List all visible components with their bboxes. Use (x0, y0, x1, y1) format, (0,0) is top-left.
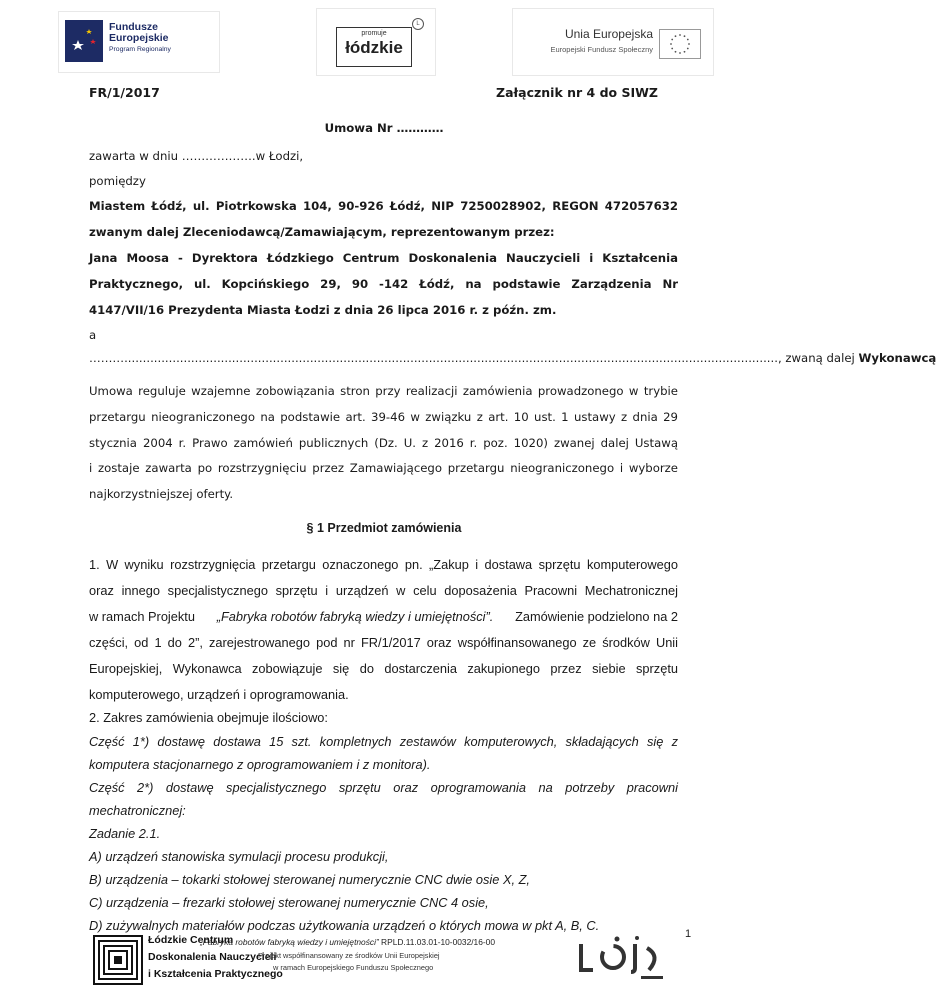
document-reference: FR/1/2017 (89, 85, 160, 100)
fundusze-europejskie-logo (58, 11, 220, 73)
eu-flag-icon (659, 29, 701, 59)
hidden-spacer (89, 943, 90, 944)
para1-line5: Europejskiej, Wykonawca zobowiązuje się do dostarczenia zakupionego przez siebie sprzętu (89, 661, 678, 676)
part1-line1: Część 1*) dostawę dostawa 15 szt. kompletnych zestawów komputerowych, składających się z (89, 734, 678, 749)
para1-line2: oraz innego specjalistycznego sprzętu i urządzeń w celu doposażenia Pracowni Mechatronicznej (89, 583, 678, 598)
robot-factory-logo-icon (577, 934, 667, 982)
ldzkin-name-line3: i Kształcenia Praktycznego (148, 968, 283, 980)
attachment-label: Załącznik nr 4 do SIWZ (496, 85, 658, 100)
page-number: 1 (685, 928, 692, 940)
part2-line2: mechatronicznej: (89, 803, 186, 818)
project-name: „Fabryka robotów fabryką wiedzy i umiejętności”. (216, 609, 494, 624)
task-2-1-item-b: B) urządzenia – tokarki stołowej sterowanej numerycznie CNC dwie osie X, Z, (89, 872, 530, 887)
lodzkie-logo-big: łódzkie (345, 38, 403, 57)
intro-line4: i zostaje zawarta po rozstrzygnięciu przez Zamawiającego przetargu nieograniczonego i wyborze (89, 461, 678, 475)
part2-line1: Część 2*) dostawę specjalistycznego sprzętu oraz oprogramowania na potrzeby pracowni (89, 780, 678, 795)
party1-line3: Jana Moosa - Dyrektora Łódzkiego Centrum Doskonalenia Nauczycieli i Kształcenia (89, 251, 678, 265)
para1-line3 (89, 609, 678, 624)
party1-line1: Miastem Łódź, ul. Piotrkowska 104, 90-926 Łódź, NIP 7250028902, REGON 472057632 (89, 199, 678, 213)
part1-line2: komputera stacjonarnego z oprogramowaniem i z monitora). (89, 757, 431, 772)
between-line: pomiędzy (89, 174, 146, 188)
footer-project-line (200, 937, 495, 947)
para1-line1: 1. W wyniku rozstrzygnięcia przetargu oznaczonego pn. „Zakup i dostawa sprzętu komputerowego (89, 557, 678, 572)
party1-line4: Praktycznego, ul. Kopcińskiego 29, 90 -142 Łódź, na podstawie Zarządzenia Nr (89, 277, 678, 291)
ue-logo-title: Unia Europejska (564, 27, 653, 41)
fe-logo-line1: Fundusze (109, 21, 158, 33)
ldzkin-name-line1: Łódzkie Centrum (148, 934, 234, 946)
para1-line4: części, od 1 do 2”, zarejestrowanego pod nr FR/1/2017 oraz współfinansowanego ze środków Unii (89, 635, 678, 650)
section-1-heading: § 1 Przedmiot zamówienia (306, 521, 462, 535)
unia-europejska-logo (512, 8, 714, 76)
concluded-line: zawarta w dniu ……………….w Łodzi, (89, 149, 304, 163)
intro-line3: stycznia 2004 r. Prawo zamówień publicznych (Dz. U. z 2016 r. poz. 1020) zwanej dalej Ustawą (89, 436, 678, 450)
contractor-line (89, 351, 936, 365)
fe-logo-line2: Europejskie (109, 32, 169, 44)
intro-line2: przetargu nieograniczonego na podstawie art. 39-46 w związku z art. 10 ust. 1 ustawy z dnia 29 (89, 410, 678, 424)
task-2-1-item-a: A) urządzeń stanowiska symulacji procesu produkcji, (89, 849, 389, 864)
and-line: a (89, 328, 97, 342)
task-2-1-heading: Zadanie 2.1. (89, 826, 161, 841)
ldzkin-name-line2: Doskonalenia Nauczycieli (148, 951, 277, 963)
footer-project-title: „Fabryka robotów fabryką wiedzy i umiejętności” (200, 937, 379, 947)
task-2-1-item-d: D) zużywalnych materiałów podczas użytkowania urządzeń o których mowa w pkt A, B, C. (89, 918, 600, 933)
footer-fund: w ramach Europejskiego Funduszu Społecznego (273, 963, 434, 972)
contractor-placeholder: ………................................................................................................................................................................................ (89, 351, 778, 365)
contractor-suffix: , zwaną dalej (777, 351, 859, 365)
lodzkie-logo-frame (336, 27, 412, 67)
ldzkin-square-logo-icon (93, 935, 143, 985)
fundusze-europejskie-star-icon (65, 20, 103, 62)
promuje-lodzkie-logo (316, 8, 436, 76)
para1-line3-a: w ramach Projektu (89, 609, 199, 624)
ue-logo-subtitle: Europejski Fundusz Społeczny (550, 45, 653, 54)
footer-project-code: RPLD.11.03.01-10-0032/16-00 (378, 937, 495, 947)
party1-line5: 4147/VII/16 Prezydenta Miasta Łodzi z dnia 26 lipca 2016 r. z późn. zm. (89, 303, 557, 317)
contractor-name: Wykonawcą (858, 351, 936, 365)
intro-line5: najkorzystniejszej oferty. (89, 487, 234, 501)
party1-line2: zwanym dalej Zleceniodawcą/Zamawiającym, reprezentowanym przez: (89, 225, 555, 239)
lodzkie-logo-small: promuje (361, 30, 387, 37)
footer-cofinance: Projekt współfinansowany ze środków Unii Europejskiej (258, 951, 440, 960)
para1-line6: komputerowego, urządzeń i oprogramowania. (89, 687, 349, 702)
lodzkie-logo-mark: L (412, 18, 424, 30)
para2: 2. Zakres zamówienia obejmuje ilościowo: (89, 710, 328, 725)
para1-line3-c: Zamówienie podzielono na 2 (511, 609, 678, 624)
contract-title: Umowa Nr ………… (324, 121, 444, 135)
fe-logo-line3: Program Regionalny (109, 46, 171, 53)
intro-line1: Umowa reguluje wzajemne zobowiązania stron przy realizacji zamówienia prowadzonego w trybie (89, 384, 678, 398)
task-2-1-item-c: C) urządzenia – frezarki stołowej sterowanej numerycznie CNC 4 osie, (89, 895, 489, 910)
